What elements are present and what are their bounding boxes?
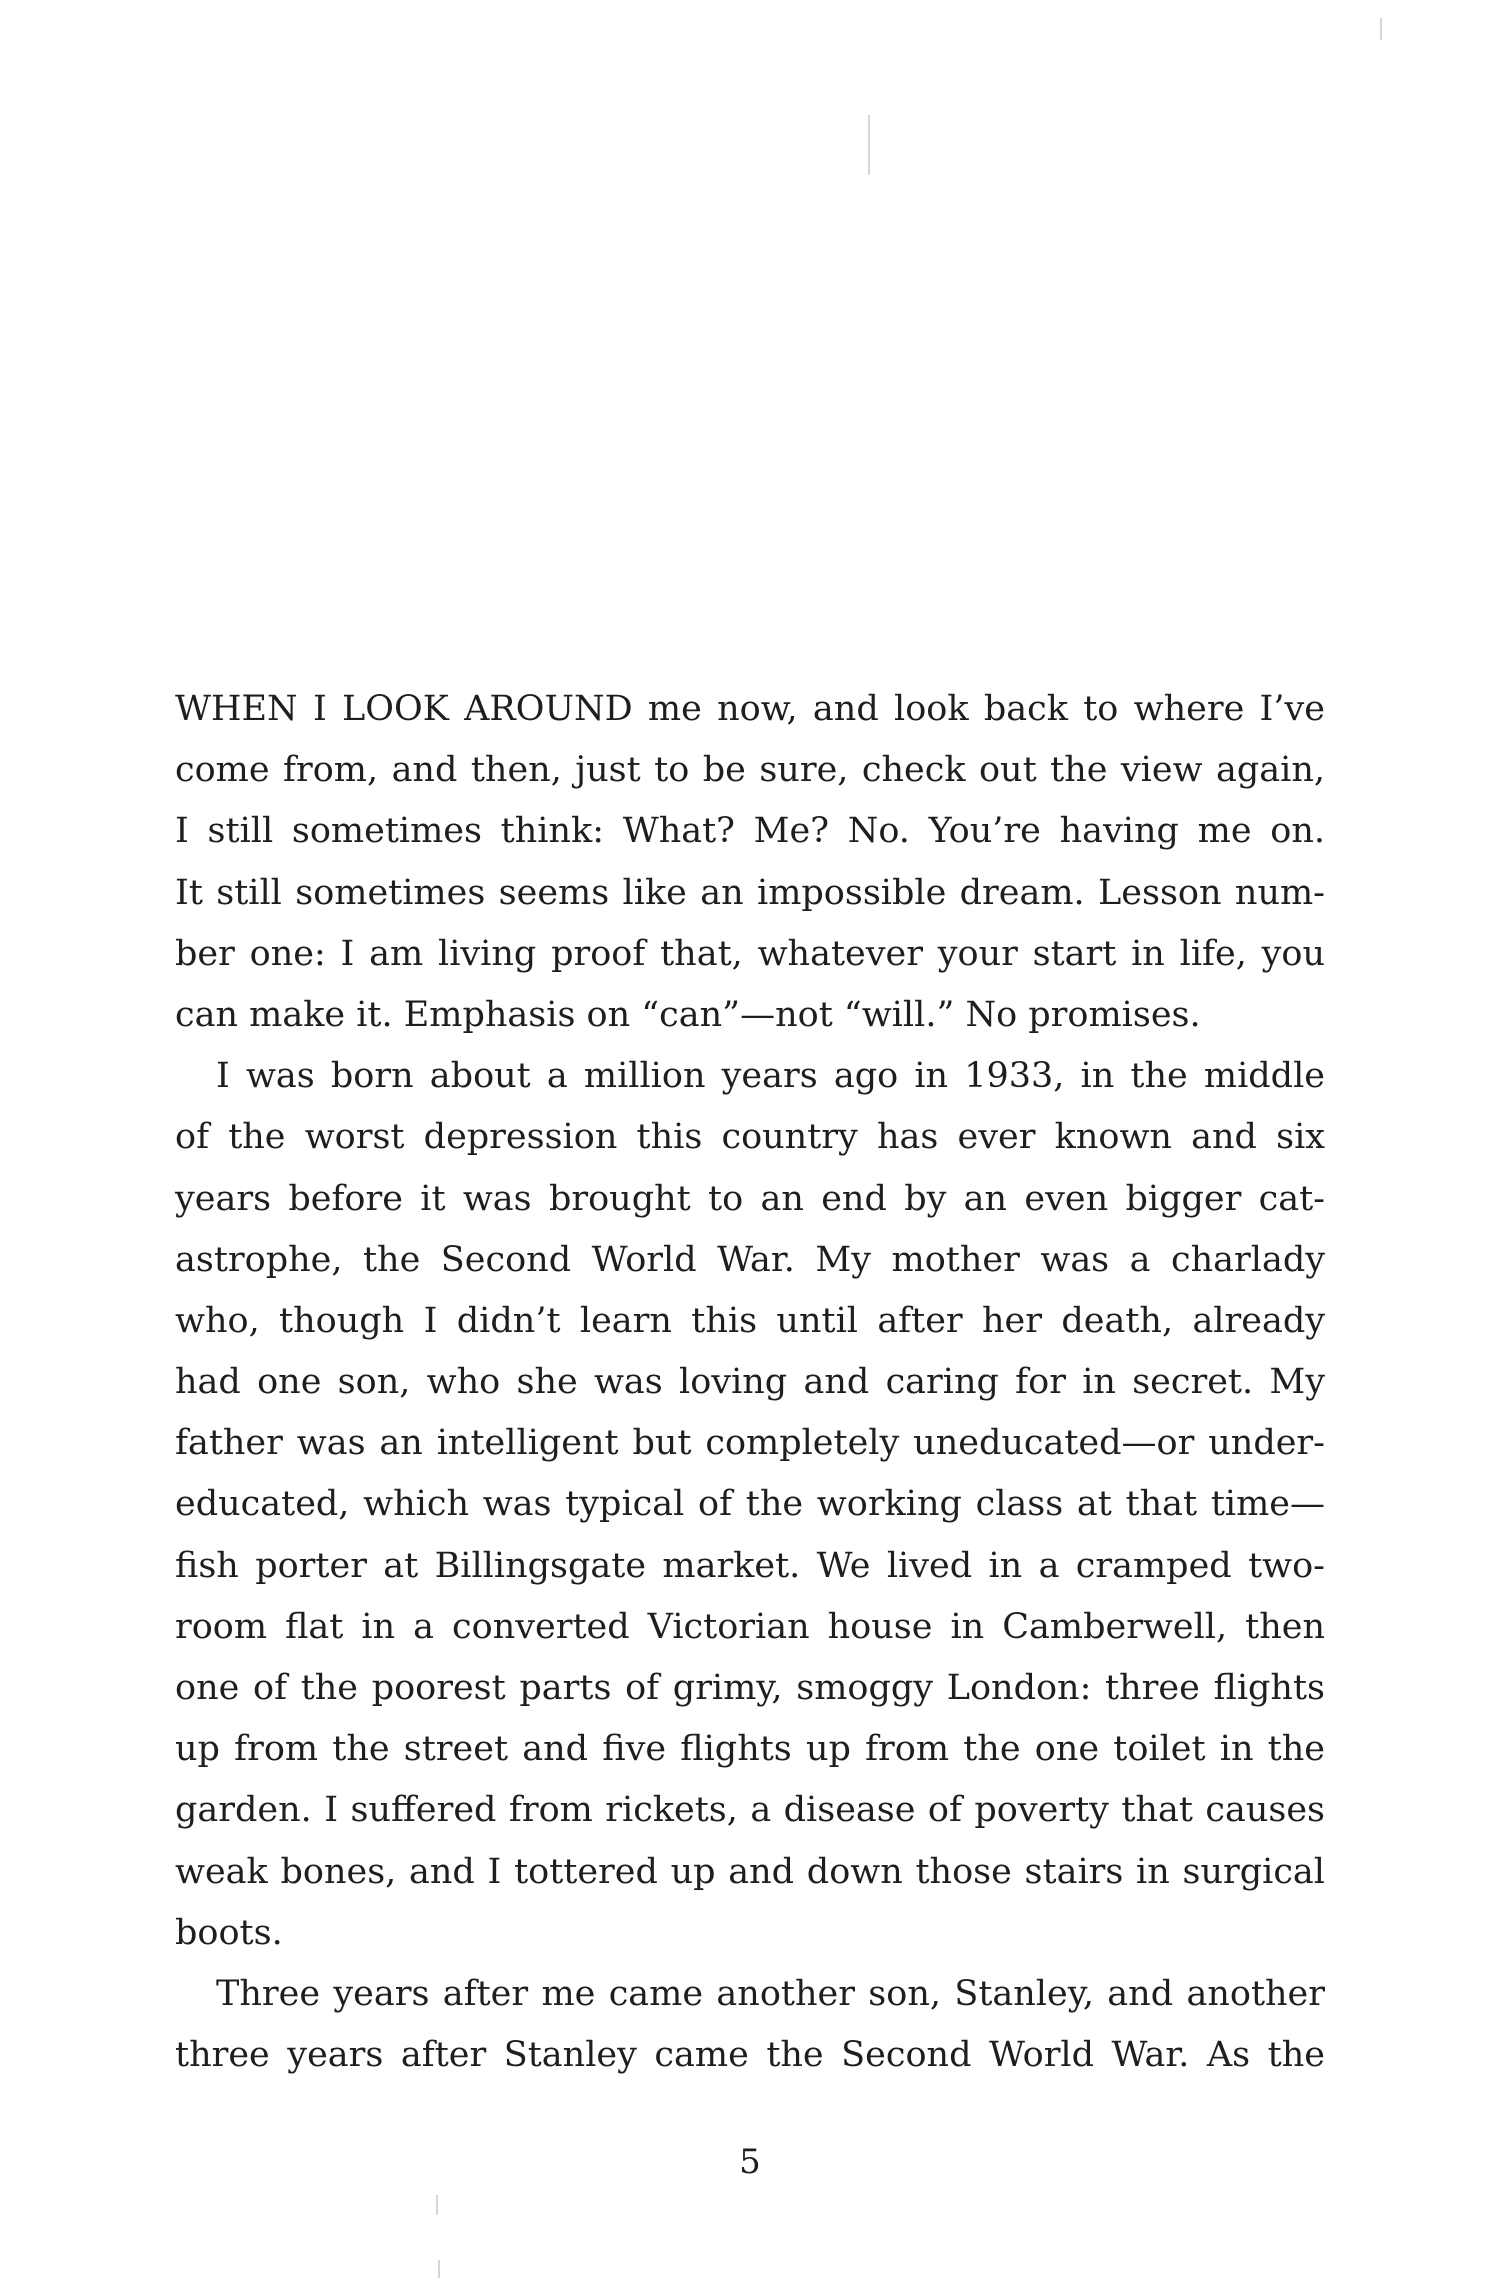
text-line: weak bones, and I tottered up and down those stairs in surgical <box>175 1851 1325 1892</box>
text-line: who, though I didn’t learn this until after her death, already <box>175 1300 1325 1341</box>
scan-speck <box>1380 18 1382 40</box>
text-line: of the worst depression this country has ever known and six <box>175 1117 1325 1158</box>
scan-speck <box>868 115 870 175</box>
text-line: three years after Stanley came the Second World War. As the <box>175 2035 1325 2076</box>
text-line: Three years after me came another son, Stanley, and another <box>216 1973 1325 2014</box>
text-line: WHEN I LOOK AROUND me now, and look back to where I’ve <box>175 689 1325 729</box>
text-line: boots. <box>175 1912 283 1953</box>
text-line: room flat in a converted Victorian house in Camberwell, then <box>175 1606 1325 1647</box>
text-line: come from, and then, just to be sure, check out the view again, <box>175 750 1325 791</box>
text-line: fish porter at Billingsgate market. We lived in a cramped two- <box>175 1545 1325 1586</box>
text-line: up from the street and five flights up from the one toilet in the <box>175 1729 1325 1770</box>
text-line: educated, which was typical of the working class at that time— <box>175 1484 1325 1525</box>
text-line: years before it was brought to an end by an even bigger cat- <box>175 1178 1325 1219</box>
text-line: I was born about a million years ago in 1933, in the middle <box>216 1056 1325 1097</box>
scan-speck <box>438 2260 440 2278</box>
text-line: astrophe, the Second World War. My mother was a charlady <box>175 1239 1325 1280</box>
scan-speck <box>436 2195 438 2215</box>
text-line: ber one: I am living proof that, whatever your start in life, you <box>175 933 1325 974</box>
text-line: I still sometimes think: What? Me? No. You’re having me on. <box>175 811 1325 852</box>
text-line: garden. I suffered from rickets, a disease of poverty that causes <box>175 1790 1325 1831</box>
page-number: 5 <box>739 2142 761 2182</box>
paragraph-3 <box>175 1964 1325 2086</box>
body-text <box>175 679 1325 2086</box>
text-line: one of the poorest parts of grimy, smoggy London: three flights <box>175 1668 1325 1708</box>
text-line: had one son, who she was loving and caring for in secret. My <box>175 1362 1325 1403</box>
text-line: can make it. Emphasis on “can”—not “will.” No promises. <box>175 994 1201 1035</box>
paragraph-2 <box>175 1046 1325 1964</box>
text-line: It still sometimes seems like an impossible dream. Lesson num- <box>175 872 1325 913</box>
text-line: father was an intelligent but completely uneducated—or under- <box>175 1423 1325 1464</box>
paragraph-1 <box>175 679 1325 1046</box>
